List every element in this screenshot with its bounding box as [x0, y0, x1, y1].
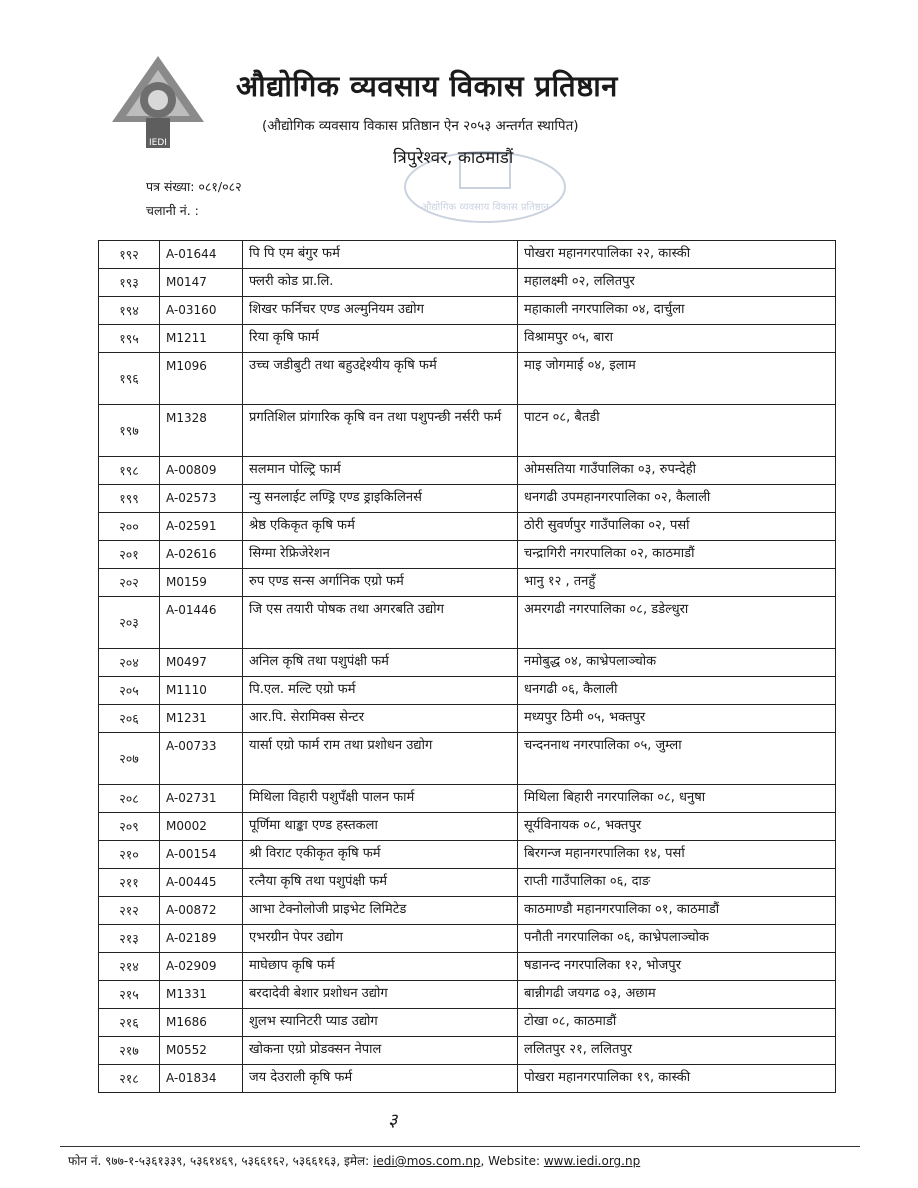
enterprise-name-cell: फ्लरी कोड प्रा.लि. — [243, 269, 518, 297]
registration-number-cell: A-02591 — [160, 513, 243, 541]
serial-number-cell: २१६ — [99, 1009, 160, 1037]
serial-number-cell: २०८ — [99, 785, 160, 813]
registration-number-cell: M1686 — [160, 1009, 243, 1037]
registration-number-cell: M0552 — [160, 1037, 243, 1065]
registration-number-cell: A-00154 — [160, 841, 243, 869]
enterprise-name-cell: मिथिला विहारी पशुपँक्षी पालन फार्म — [243, 785, 518, 813]
enterprise-name-cell: श्री विराट एकीकृत कृषि फर्म — [243, 841, 518, 869]
table-row — [99, 733, 836, 785]
enterprise-address-cell: पनौती नगरपालिका ०६, काभ्रेपलाञ्चोक — [518, 925, 836, 953]
enterprise-address-cell: षडानन्द नगरपालिका १२, भोजपुर — [518, 953, 836, 981]
serial-number-cell: २०३ — [99, 597, 160, 649]
table-row — [99, 541, 836, 569]
enterprise-address-cell: धनगढी उपमहानगरपालिका ०२, कैलाली — [518, 485, 836, 513]
enterprise-address-cell: मध्यपुर ठिमी ०५, भक्तपुर — [518, 705, 836, 733]
enterprise-name-cell: उच्च जडीबुटी तथा बहुउद्देश्यीय कृषि फर्म — [243, 353, 518, 405]
table-row — [99, 649, 836, 677]
enterprise-address-cell: बिरगन्ज महानगरपालिका १४, पर्सा — [518, 841, 836, 869]
registration-number-cell: A-01834 — [160, 1065, 243, 1093]
enterprise-address-cell: धनगढी ०६, कैलाली — [518, 677, 836, 705]
table-row — [99, 897, 836, 925]
enterprise-address-cell: नमोबुद्ध ०४, काभ्रेपलाञ्चोक — [518, 649, 836, 677]
serial-number-cell: २०५ — [99, 677, 160, 705]
table-row — [99, 353, 836, 405]
table-row — [99, 297, 836, 325]
serial-number-cell: १९२ — [99, 241, 160, 269]
table-row — [99, 241, 836, 269]
serial-number-cell: २०९ — [99, 813, 160, 841]
enterprise-address-cell: महालक्ष्मी ०२, ललितपुर — [518, 269, 836, 297]
enterprise-address-cell: पाटन ०८, बैतडी — [518, 405, 836, 457]
enterprise-name-cell: शुलभ स्यानिटरी प्याड उद्योग — [243, 1009, 518, 1037]
registration-number-cell: M1110 — [160, 677, 243, 705]
enterprise-address-cell: सूर्यविनायक ०८, भक्तपुर — [518, 813, 836, 841]
enterprise-name-cell: पूर्णिमा थाङ्का एण्ड हस्तकला — [243, 813, 518, 841]
letter-number: पत्र संख्या: ०८१/०८२ — [146, 179, 242, 194]
registration-number-cell: A-02909 — [160, 953, 243, 981]
table-row — [99, 869, 836, 897]
enterprise-address-cell: मिथिला बिहारी नगरपालिका ०८, धनुषा — [518, 785, 836, 813]
registration-number-cell: M0147 — [160, 269, 243, 297]
registration-number-cell: A-00809 — [160, 457, 243, 485]
registration-number-cell: M1211 — [160, 325, 243, 353]
serial-number-cell: २१४ — [99, 953, 160, 981]
table-row — [99, 405, 836, 457]
registration-number-cell: M1331 — [160, 981, 243, 1009]
serial-number-cell: २०१ — [99, 541, 160, 569]
registration-number-cell: M0497 — [160, 649, 243, 677]
registration-number-cell: M0159 — [160, 569, 243, 597]
serial-number-cell: २१५ — [99, 981, 160, 1009]
enterprise-name-cell: रिया कृषि फार्म — [243, 325, 518, 353]
enterprise-name-cell: सिग्मा रेफ्रिजेरेशन — [243, 541, 518, 569]
table-row — [99, 1065, 836, 1093]
enterprise-address-cell: पोखरा महानगरपालिका २२, कास्की — [518, 241, 836, 269]
enterprise-name-cell: आभा टेक्नोलोजी प्राइभेट लिमिटेड — [243, 897, 518, 925]
enterprise-name-cell: आर.पि. सेरामिक्स सेन्टर — [243, 705, 518, 733]
enterprise-address-cell: चन्द्रागिरी नगरपालिका ०२, काठमाडौं — [518, 541, 836, 569]
enterprise-name-cell: माघेछाप कृषि फर्म — [243, 953, 518, 981]
enterprise-list-table — [98, 240, 836, 1093]
registration-number-cell: A-01644 — [160, 241, 243, 269]
enterprise-address-cell: ठोरी सुवर्णपुर गाउँपालिका ०२, पर्सा — [518, 513, 836, 541]
dispatch-number: चलानी नं. : — [146, 203, 199, 218]
table-row — [99, 1009, 836, 1037]
enterprise-name-cell: अनिल कृषि तथा पशुपंक्षी फर्म — [243, 649, 518, 677]
svg-text:IEDI: IEDI — [149, 138, 167, 148]
serial-number-cell: २०६ — [99, 705, 160, 733]
enterprise-name-cell: न्यु सनलाईट लण्ड्रि एण्ड ड्राइकिलिनर्स — [243, 485, 518, 513]
enterprise-address-cell: ललितपुर २१, ललितपुर — [518, 1037, 836, 1065]
table-row — [99, 569, 836, 597]
table-row — [99, 325, 836, 353]
enterprise-name-cell: पि.एल. मल्टि एग्रो फर्म — [243, 677, 518, 705]
enterprise-address-cell: माइ जोगमाई ०४, इलाम — [518, 353, 836, 405]
registration-number-cell: A-01446 — [160, 597, 243, 649]
enterprise-name-cell: पि पि एम बंगुर फर्म — [243, 241, 518, 269]
iedi-logo — [110, 52, 206, 152]
registration-number-cell: M0002 — [160, 813, 243, 841]
table-row — [99, 677, 836, 705]
enterprise-address-cell: काठमाण्डौ महानगरपालिका ०१, काठमाडौं — [518, 897, 836, 925]
enterprise-address-cell: राप्ती गाउँपालिका ०६, दाङ — [518, 869, 836, 897]
table-row — [99, 785, 836, 813]
enterprise-name-cell: एभरग्रीन पेपर उद्योग — [243, 925, 518, 953]
enterprise-name-cell: रुप एण्ड सन्स अर्गानिक एग्रो फर्म — [243, 569, 518, 597]
footer-phone: फोन नं. ९७७-१-५३६१३३९, ५३६१४६९, ५३६६१६२, ५३६६१६३, इमेल: — [68, 1154, 370, 1168]
enterprise-name-cell: जि एस तयारी पोषक तथा अगरबति उद्योग — [243, 597, 518, 649]
registration-number-cell: A-03160 — [160, 297, 243, 325]
serial-number-cell: २१२ — [99, 897, 160, 925]
serial-number-cell: १९५ — [99, 325, 160, 353]
page-number-handwritten: ३ — [388, 1110, 398, 1131]
table-row — [99, 1037, 836, 1065]
table-row — [99, 269, 836, 297]
registration-number-cell: M1328 — [160, 405, 243, 457]
enterprise-address-cell: अमरगढी नगरपालिका ०८, डडेल्धुरा — [518, 597, 836, 649]
enterprise-address-cell: टोखा ०८, काठमाडौं — [518, 1009, 836, 1037]
enterprise-name-cell: रत्नैया कृषि तथा पशुपंक्षी फर्म — [243, 869, 518, 897]
enterprise-address-cell: चन्दननाथ नगरपालिका ०५, जुम्ला — [518, 733, 836, 785]
enterprise-name-cell: प्रगतिशिल प्रांगारिक कृषि वन तथा पशुपन्छी नर्सरी फर्म — [243, 405, 518, 457]
enterprise-address-cell: ओमसतिया गाउँपालिका ०३, रुपन्देही — [518, 457, 836, 485]
registration-number-cell: A-02616 — [160, 541, 243, 569]
serial-number-cell: २१३ — [99, 925, 160, 953]
footer-website-label: , Website: — [480, 1154, 541, 1168]
enterprise-address-cell: भानु १२ , तनहुँ — [518, 569, 836, 597]
table-row — [99, 597, 836, 649]
serial-number-cell: २०० — [99, 513, 160, 541]
table-row — [99, 485, 836, 513]
serial-number-cell: २०७ — [99, 733, 160, 785]
serial-number-cell: १९९ — [99, 485, 160, 513]
table-row — [99, 841, 836, 869]
enterprise-address-cell: विश्रामपुर ०५, बारा — [518, 325, 836, 353]
organization-subtitle: (औद्योगिक व्यवसाय विकास प्रतिष्ठान ऐन २०५३ अन्तर्गत स्थापित) — [262, 118, 579, 134]
serial-number-cell: २११ — [99, 869, 160, 897]
enterprise-address-cell: बान्नीगढी जयगढ ०३, अछाम — [518, 981, 836, 1009]
enterprise-name-cell: यार्सा एग्रो फार्म राम तथा प्रशोधन उद्योग — [243, 733, 518, 785]
svg-text:औद्योगिक व्यवसाय विकास प्रतिष्: औद्योगिक व्यवसाय विकास प्रतिष्ठान — [421, 202, 549, 213]
enterprise-name-cell: बरदादेवी बेशार प्रशोधन उद्योग — [243, 981, 518, 1009]
serial-number-cell: २०४ — [99, 649, 160, 677]
organization-title: औद्योगिक व्यवसाय विकास प्रतिष्ठान — [236, 69, 618, 103]
table-row — [99, 513, 836, 541]
table-row — [99, 705, 836, 733]
serial-number-cell: १९३ — [99, 269, 160, 297]
footer-website-link[interactable]: www.iedi.org.np — [543, 1154, 641, 1168]
serial-number-cell: १९७ — [99, 405, 160, 457]
footer-divider — [60, 1146, 860, 1147]
enterprise-address-cell: पोखरा महानगरपालिका १९, कास्की — [518, 1065, 836, 1093]
enterprise-name-cell: जय देउराली कृषि फर्म — [243, 1065, 518, 1093]
serial-number-cell: २१० — [99, 841, 160, 869]
registration-number-cell: A-02189 — [160, 925, 243, 953]
serial-number-cell: २१८ — [99, 1065, 160, 1093]
registration-number-cell: A-02573 — [160, 485, 243, 513]
serial-number-cell: १९८ — [99, 457, 160, 485]
registration-number-cell: A-00733 — [160, 733, 243, 785]
table-row — [99, 925, 836, 953]
enterprise-name-cell: शिखर फर्निचर एण्ड अल्मुनियम उद्योग — [243, 297, 518, 325]
serial-number-cell: २०२ — [99, 569, 160, 597]
enterprise-name-cell: सलमान पोल्ट्रि फार्म — [243, 457, 518, 485]
serial-number-cell: १९६ — [99, 353, 160, 405]
footer-email-link[interactable]: iedi@mos.com.np — [373, 1154, 481, 1168]
table-row — [99, 813, 836, 841]
table-row — [99, 981, 836, 1009]
table-row — [99, 457, 836, 485]
organization-address: त्रिपुरेश्वर, काठमाडौं — [393, 148, 514, 168]
enterprise-name-cell: श्रेष्ठ एकिकृत कृषि फर्म — [243, 513, 518, 541]
serial-number-cell: १९४ — [99, 297, 160, 325]
enterprise-address-cell: महाकाली नगरपालिका ०४, दार्चुला — [518, 297, 836, 325]
registration-number-cell: M1231 — [160, 705, 243, 733]
registration-number-cell: A-00445 — [160, 869, 243, 897]
serial-number-cell: २१७ — [99, 1037, 160, 1065]
footer-contact — [68, 1152, 640, 1169]
registration-number-cell: M1096 — [160, 353, 243, 405]
enterprise-name-cell: खोकना एग्रो प्रोडक्सन नेपाल — [243, 1037, 518, 1065]
registration-number-cell: A-00872 — [160, 897, 243, 925]
registration-number-cell: A-02731 — [160, 785, 243, 813]
table-row — [99, 953, 836, 981]
